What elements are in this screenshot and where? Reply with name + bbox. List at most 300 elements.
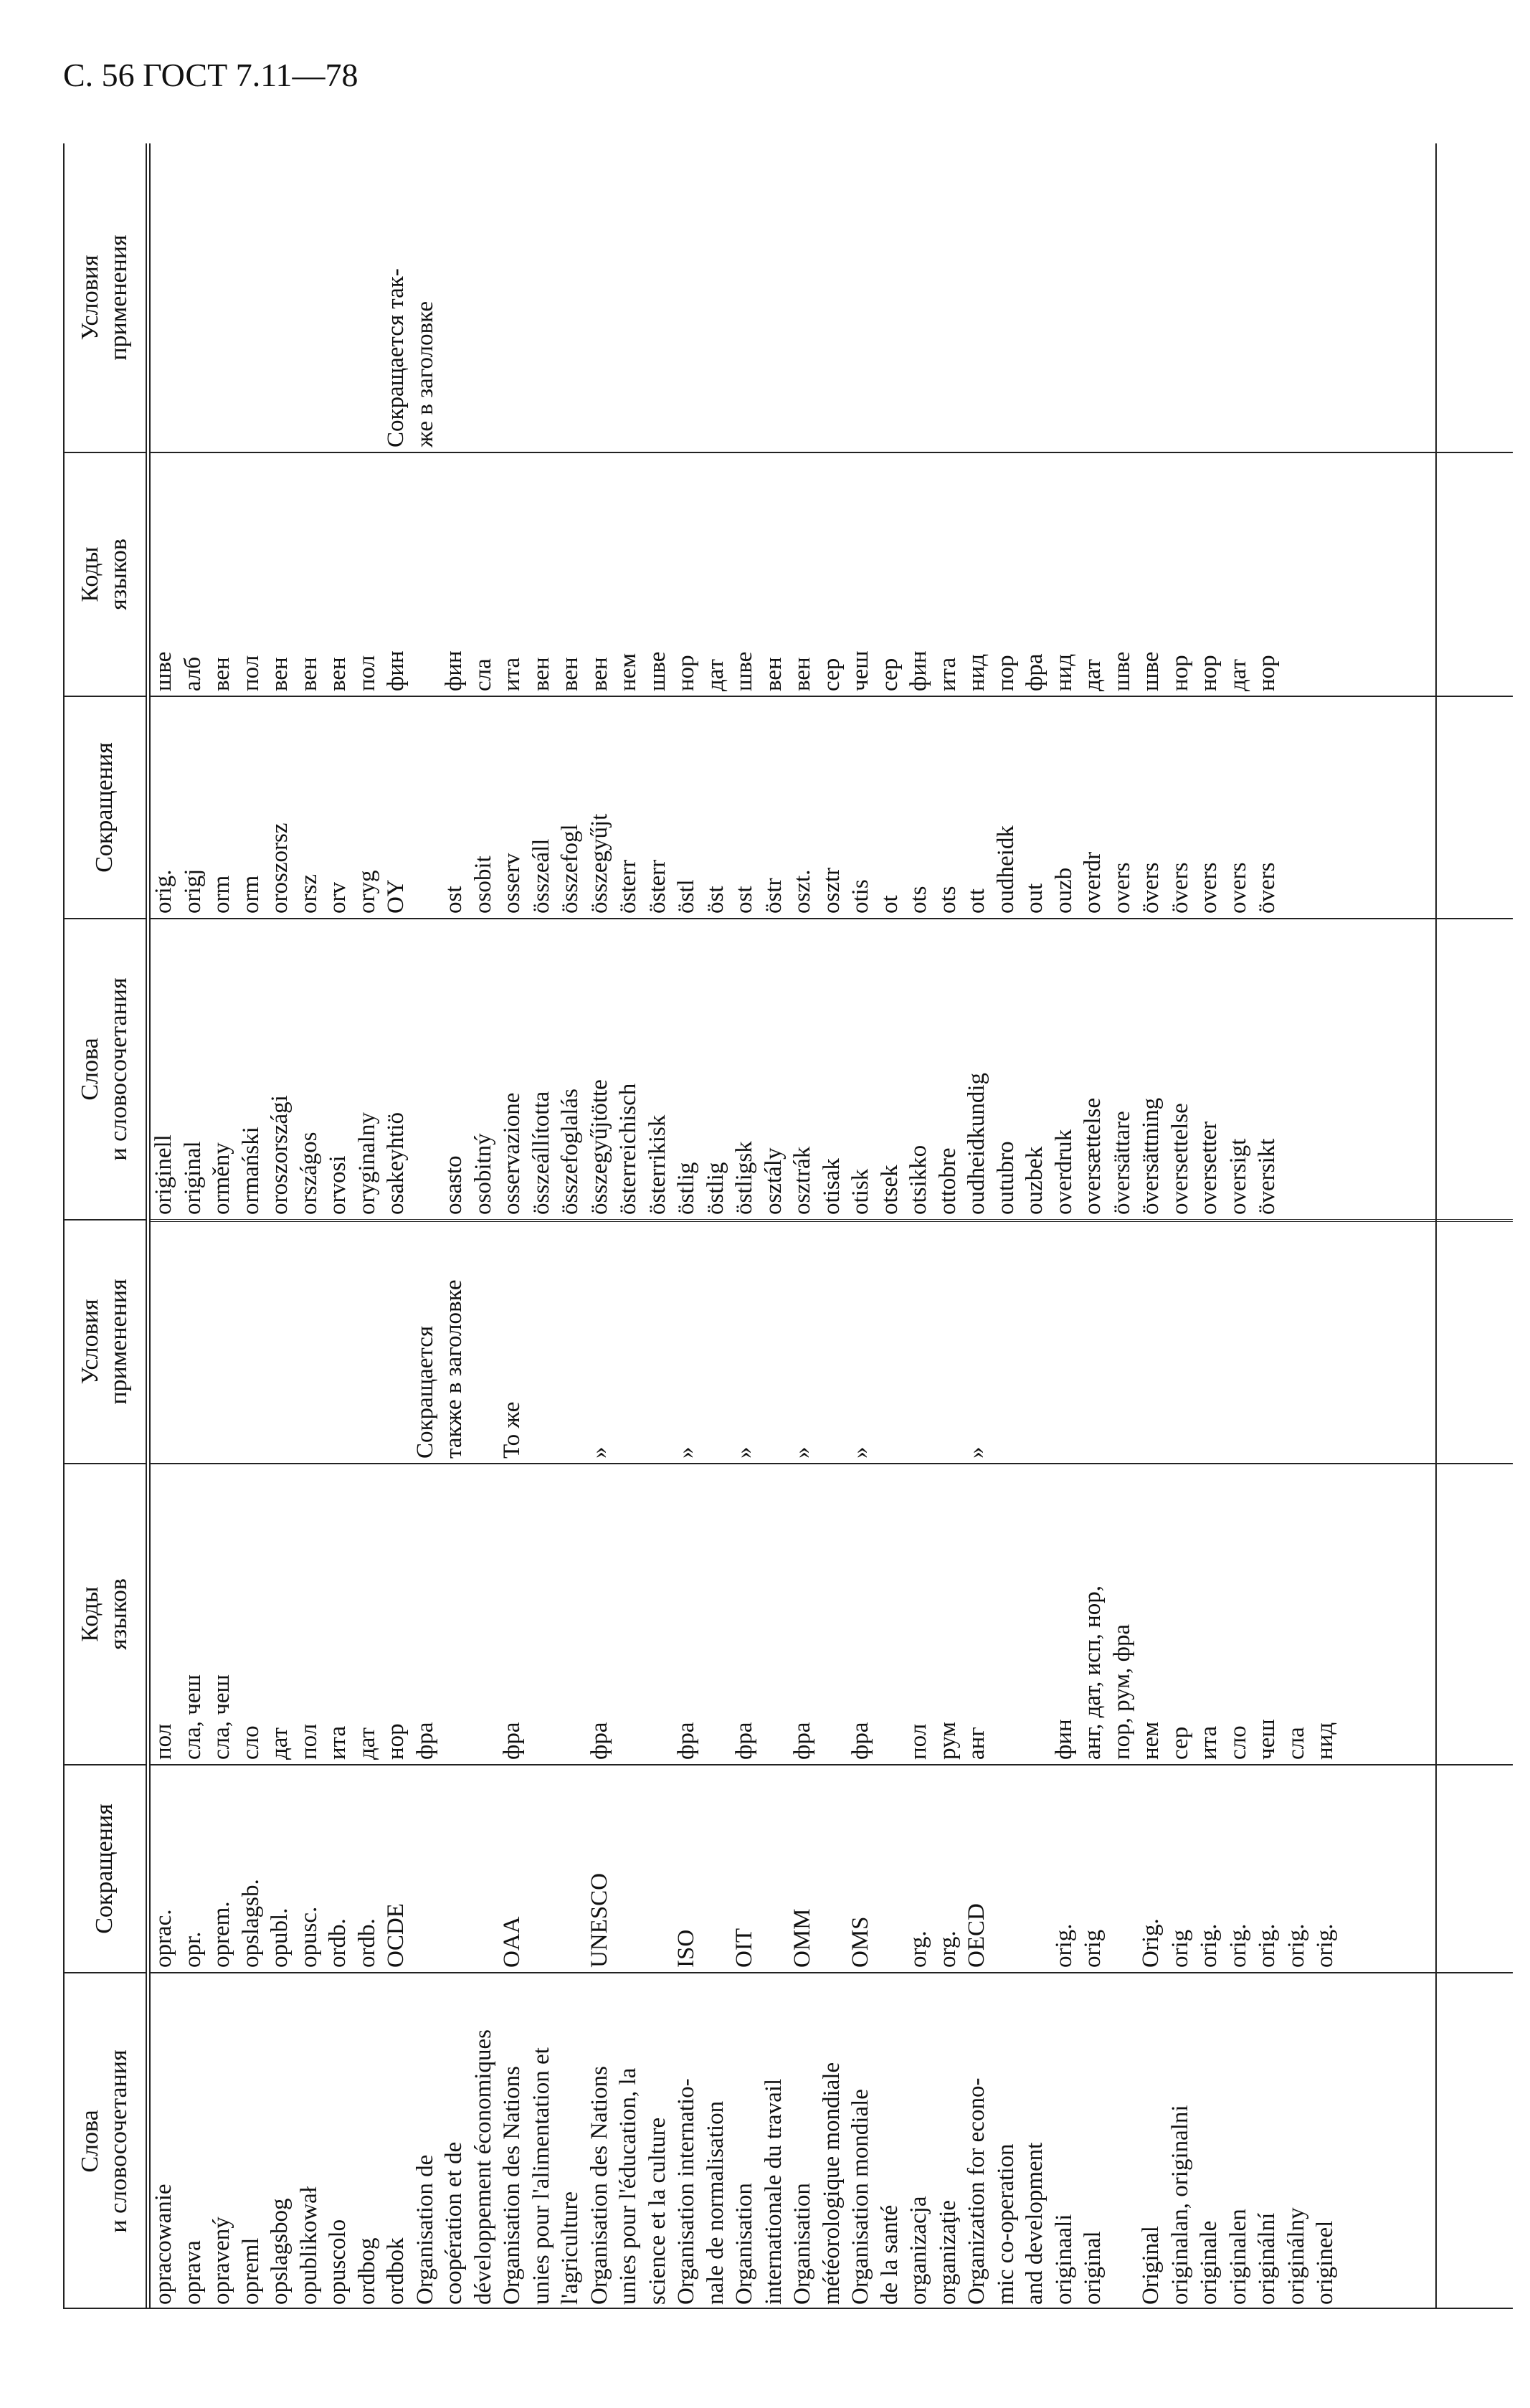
table-cell: дат <box>702 658 728 691</box>
table-cell <box>353 1222 382 1463</box>
table-cell <box>1108 1973 1137 2309</box>
table-cell <box>875 143 905 452</box>
table-cell: Orig. <box>1138 1918 1164 1968</box>
table-cell: Organisation des Nations <box>586 2065 612 2305</box>
table-cell: osztály <box>760 1147 787 1215</box>
table-cell: országos <box>295 1132 322 1215</box>
table-cell <box>295 143 324 452</box>
table-cell: östl <box>673 879 699 914</box>
table-cell: oversigt <box>1225 1138 1251 1215</box>
table-cell: coopération et de <box>441 2141 467 2305</box>
table-cell: l'agriculture <box>557 2191 583 2305</box>
table-cell: összefogl <box>557 824 583 914</box>
table-cell <box>469 1464 498 1764</box>
table-cell <box>527 1222 556 1463</box>
table-cell <box>643 1765 673 1972</box>
table-cell <box>904 1222 933 1463</box>
table-cell <box>643 1464 673 1764</box>
table-cell: ott <box>964 888 989 914</box>
table-cell: originálny <box>1283 2207 1309 2305</box>
table-cell <box>527 1765 556 1972</box>
table-cell: Organisation mondiale <box>847 2089 873 2305</box>
table-cell <box>1078 143 1108 452</box>
table-cell: фра <box>847 1722 873 1760</box>
table-cell: originalan, originalni <box>1166 2105 1193 2305</box>
table-cell: шве <box>644 651 670 691</box>
table-cell <box>439 1464 469 1764</box>
table-cell: opslagsbog <box>267 2198 293 2305</box>
table-cell: фин <box>906 650 931 691</box>
column-codes-left <box>149 1463 1513 1764</box>
table-cell: opusc. <box>295 1906 322 1968</box>
table-cell: orig <box>1080 1929 1106 1968</box>
table-cell <box>1020 143 1050 452</box>
header-words-right-label: Слова и словосочетания <box>76 977 132 1161</box>
table-cell <box>381 1222 411 1463</box>
header-abbr-right-label: Сокращения <box>90 742 118 873</box>
table-cell: de la santé <box>876 2204 903 2305</box>
column-cond-left <box>149 1219 1513 1463</box>
table-cell: ost <box>731 886 757 914</box>
table-cell <box>1253 143 1282 452</box>
table-cell: ots <box>906 886 931 914</box>
table-cell <box>1282 1222 1311 1463</box>
table-cell: OCDE <box>383 1903 409 1968</box>
table-cell <box>556 1222 585 1463</box>
table-cell: orměny <box>209 1142 234 1215</box>
table-cell <box>556 1464 585 1764</box>
table-cell <box>469 1765 498 1972</box>
table-cell: organizacja <box>906 2196 931 2305</box>
table-cell: orv <box>325 882 351 914</box>
table-cell <box>1108 1765 1137 1972</box>
table-cell: вен <box>267 657 293 691</box>
table-cell: Сокращается <box>412 1325 438 1459</box>
table-cell: шве <box>731 651 757 691</box>
table-cell: ита <box>499 657 525 691</box>
table-cell: алб <box>179 656 206 691</box>
table-cell <box>556 1765 585 1972</box>
table-cell <box>933 143 963 452</box>
table-cell <box>759 1222 789 1463</box>
table-cell: orm <box>237 875 264 914</box>
table-cell: originalen <box>1225 2209 1251 2305</box>
table-cell <box>556 143 585 452</box>
table-cell: opreml <box>237 2237 264 2305</box>
table-cell: összeáll <box>528 838 554 914</box>
table-cell <box>1311 1222 1340 1463</box>
table-cell: » <box>673 1446 699 1459</box>
table-cell: österr <box>644 859 670 914</box>
page-header: С. 56 ГОСТ 7.11—78 <box>63 57 358 93</box>
table-cell: développement économiques <box>470 2029 496 2305</box>
table-cell: шве <box>1138 651 1164 691</box>
table-cell: шве <box>1108 651 1135 691</box>
table-cell: összeállította <box>528 1091 554 1215</box>
table-cell: oprac. <box>151 1909 176 1968</box>
table-cell <box>439 1765 469 1972</box>
table-cell: ots <box>934 886 961 914</box>
table-cell <box>149 143 179 452</box>
table-cell <box>295 1222 324 1463</box>
table-cell: вен <box>789 657 815 691</box>
table-cell: UNESCO <box>586 1872 612 1968</box>
table-cell: övers <box>1254 862 1280 914</box>
table-cell: дат <box>353 1727 380 1760</box>
table-cell: пол <box>906 1723 931 1760</box>
column-abbr-right <box>149 696 1513 918</box>
table-cell: översikt <box>1254 1138 1280 1215</box>
table-cell: ouzb <box>1050 867 1077 914</box>
table-cell: originální <box>1254 2212 1280 2305</box>
table-cell: OAA <box>499 1916 525 1968</box>
table-cell: также в заголовке <box>441 1279 467 1459</box>
table-cell: ottobre <box>934 1147 961 1215</box>
table-cell: ot <box>876 895 903 914</box>
table-cell: orig. <box>1254 1923 1280 1968</box>
table-cell: originaali <box>1050 2214 1077 2305</box>
table-cell: OMS <box>847 1916 873 1968</box>
table-cell: övers <box>1166 862 1193 914</box>
table-cell: фин <box>1050 1719 1077 1760</box>
table-cell <box>323 1222 353 1463</box>
table-cell: översättning <box>1138 1097 1164 1215</box>
table-cell <box>672 143 701 452</box>
table-cell: orig. <box>151 869 176 914</box>
table-cell: internationale du travail <box>760 2078 787 2305</box>
table-cell <box>237 143 266 452</box>
table-cell: összegyűjtötte <box>586 1079 612 1215</box>
table-cell: oudheidk <box>992 825 1019 914</box>
header-cond-right-label: Условия применения <box>76 234 132 361</box>
table-cell: пол <box>237 655 264 691</box>
table-cell <box>1020 1464 1050 1764</box>
table-cell: ита <box>1196 1725 1222 1760</box>
table-cell: öst <box>702 886 728 914</box>
table-cell: нор <box>1254 655 1280 691</box>
header-abbr-left <box>63 1764 146 1972</box>
table-cell: osservazione <box>499 1092 525 1215</box>
table-cell: вен <box>325 657 351 691</box>
table-cell: ита <box>325 1725 351 1760</box>
table-cell <box>875 1765 905 1972</box>
table-cell: вен <box>295 657 322 691</box>
table-cell: » <box>847 1446 873 1459</box>
table-cell <box>179 143 208 452</box>
header-cond-left <box>63 1219 146 1463</box>
table-cell <box>614 1222 643 1463</box>
table-cell <box>207 1222 237 1463</box>
table-cell: рум <box>934 1721 961 1760</box>
table-cell: пор <box>992 655 1019 691</box>
table-cell: org. <box>906 1930 931 1968</box>
table-cell: osasto <box>441 1155 467 1215</box>
table-cell: oroszorsz <box>267 823 293 914</box>
table-cell <box>1136 143 1166 452</box>
table-cell: opubl. <box>267 1907 293 1968</box>
table-cell: фра <box>731 1722 757 1760</box>
table-cell <box>992 1765 1021 1972</box>
table-cell: oprem. <box>209 1901 234 1968</box>
table-cell <box>846 143 875 452</box>
table-cell: сло <box>237 1725 264 1760</box>
header-abbr-right <box>63 696 146 918</box>
table-cell: orm <box>209 875 234 914</box>
table-cell <box>817 1765 847 1972</box>
header-codes-left <box>63 1463 146 1764</box>
table-cell: orig. <box>1225 1923 1251 1968</box>
table-cell <box>817 143 847 452</box>
table-cell: » <box>586 1446 612 1459</box>
table-cell: нид <box>964 653 989 691</box>
table-cell <box>875 1222 905 1463</box>
table-cell: original <box>1080 2231 1106 2305</box>
table-cell <box>498 143 527 452</box>
table-cell <box>730 143 759 452</box>
table-cell <box>614 1765 643 1972</box>
table-cell <box>759 1765 789 1972</box>
table-cell: originell <box>151 1134 176 1215</box>
table-cell <box>614 143 643 452</box>
table-cell: östlig <box>702 1162 728 1215</box>
table-cell: Original <box>1138 2226 1164 2305</box>
table-cell <box>1050 1222 1079 1463</box>
table-cell <box>439 143 469 452</box>
table-cell <box>817 1222 847 1463</box>
table-cell: Organisation de <box>412 2154 438 2305</box>
table-cell <box>1166 1222 1195 1463</box>
rotated-table-stage <box>63 143 1513 2309</box>
table-cell: ordbog <box>353 2237 380 2305</box>
table-cell: » <box>964 1446 989 1459</box>
table-cell: Organisation des Nations <box>499 2065 525 2305</box>
table-cell: анг <box>964 1727 989 1760</box>
table-cell: » <box>789 1446 815 1459</box>
table-cell <box>759 143 789 452</box>
table-cell: пол <box>295 1723 322 1760</box>
table-cell: шве <box>151 651 176 691</box>
table-cell: фра <box>789 1722 815 1760</box>
table-cell: фра <box>499 1722 525 1760</box>
table-cell: osakeyhtiö <box>383 1112 409 1215</box>
table-header-row <box>63 143 146 2309</box>
table-cell <box>411 697 440 918</box>
table-cell <box>759 1464 789 1764</box>
table-cell: outubro <box>992 1141 1019 1215</box>
table-cell: origj <box>179 868 206 914</box>
table-cell <box>1108 1222 1137 1463</box>
table-cell: otisak <box>818 1158 845 1215</box>
table-cell: OY <box>383 879 409 914</box>
table-cell <box>643 1222 673 1463</box>
table-cell: нем <box>615 653 641 691</box>
table-cell: orvosi <box>325 1155 351 1215</box>
table-cell: вен <box>209 657 234 691</box>
table-cell: overs <box>1196 862 1222 914</box>
header-words-left <box>63 1972 146 2309</box>
table-cell <box>1136 1222 1166 1463</box>
table-cell: сло <box>1225 1725 1251 1760</box>
table-cell <box>237 1222 266 1463</box>
table-cell: нид <box>1050 653 1077 691</box>
table-cell: фра <box>586 1722 612 1760</box>
table-cell: ost <box>441 886 467 914</box>
table-cell <box>1020 1765 1050 1972</box>
table-cell <box>1224 1222 1253 1463</box>
table-cell: сер <box>1166 1726 1193 1760</box>
table-cell <box>643 143 673 452</box>
table-cell <box>788 143 817 452</box>
header-codes-right-label: Коды языков <box>76 539 132 610</box>
table-cell: östr <box>760 878 787 914</box>
header-divider <box>146 143 147 2309</box>
table-cell: пол <box>151 1723 176 1760</box>
header-cond-left-label: Условия применения <box>76 1279 132 1405</box>
header-codes-left-label: Коды языков <box>76 1578 132 1650</box>
table-cell: анг, дат, исп, нор, <box>1080 1585 1106 1760</box>
column-cond-right <box>149 143 1513 452</box>
table-cell: сер <box>818 658 845 691</box>
table-cell: нор <box>1166 655 1193 691</box>
header-words-right <box>63 918 146 1219</box>
table-cell <box>1194 1222 1224 1463</box>
table-cell: oudheidkundig <box>964 1073 989 1215</box>
header-codes-right <box>63 452 146 696</box>
table-cell: Сокращается так- <box>383 268 409 447</box>
table-cell: översättare <box>1108 1111 1135 1215</box>
table-cell: oprava <box>179 2240 206 2305</box>
table-cell: unies pour l'éducation, la <box>615 2067 641 2305</box>
table-cell: österrikisk <box>644 1114 670 1215</box>
column-words-left <box>149 1972 1513 2309</box>
table-cell: OECD <box>964 1903 989 1968</box>
table-cell <box>701 143 731 452</box>
table-cell <box>933 1222 963 1463</box>
table-cell <box>1166 143 1195 452</box>
table-cell: osobitný <box>470 1133 496 1215</box>
header-cond-right <box>63 143 146 452</box>
table-cell: otsikko <box>906 1144 931 1215</box>
table-cell: сер <box>876 658 903 691</box>
table-cell: unies pour l'alimentation et <box>528 2047 554 2305</box>
table-cell: ISO <box>673 1929 699 1968</box>
column-words-right <box>149 918 1513 1219</box>
table-cell <box>614 1464 643 1764</box>
table-cell: österreichisch <box>615 1083 641 1215</box>
table-cell <box>992 1464 1021 1764</box>
header-abbr-left-label: Сокращения <box>90 1803 118 1934</box>
table-cell <box>585 143 614 452</box>
table-cell: вен <box>760 657 787 691</box>
table-cell: övers <box>1138 862 1164 914</box>
table-cell: чеш <box>847 650 873 691</box>
table-cell: orig. <box>1196 1923 1222 1968</box>
table-cell: oszt. <box>789 869 815 914</box>
table-cell: фра <box>673 1722 699 1760</box>
column-codes-right <box>149 452 1513 696</box>
table-cell <box>817 1464 847 1764</box>
table-cell: фин <box>441 650 467 691</box>
table-cell: OMM <box>789 1908 815 1968</box>
table-cell <box>527 1464 556 1764</box>
table-cell: otisk <box>847 1168 873 1215</box>
table-cell: overs <box>1225 862 1251 914</box>
table-cell: сла <box>470 658 496 691</box>
table-cell: вен <box>528 657 554 691</box>
table-cell: osztr <box>818 867 845 914</box>
table-cell <box>323 143 353 452</box>
table-cell: Organisation <box>789 2183 815 2305</box>
table-cell: чеш <box>1254 1719 1280 1760</box>
table-cell: osobit <box>470 855 496 914</box>
table-cell: otis <box>847 879 873 914</box>
table-cell <box>992 1222 1021 1463</box>
table-cell: nale de normalisation <box>702 2100 728 2305</box>
table-cell <box>149 1222 179 1463</box>
table-cell: То же <box>499 1401 525 1459</box>
table-cell <box>992 143 1021 452</box>
table-cell: ordb. <box>325 1918 351 1968</box>
table-cell: сла, чеш <box>179 1674 206 1760</box>
table-cell: science et la culture <box>644 2117 670 2305</box>
table-cell: сла, чеш <box>209 1674 234 1760</box>
table-cell <box>527 143 556 452</box>
abbreviation-table <box>63 143 1513 2309</box>
table-cell: opublikował <box>295 2186 322 2305</box>
table-cell: összegyűjt <box>586 813 612 914</box>
table-cell: östligsk <box>731 1141 757 1215</box>
table-cell: ordb. <box>353 1918 380 1968</box>
table-cell: orsz <box>295 874 322 914</box>
table-cell: originale <box>1196 2220 1222 2305</box>
table-cell: нид <box>1312 1722 1338 1760</box>
table-cell <box>1020 1222 1050 1463</box>
table-cell: opr. <box>179 1931 206 1968</box>
table-cell: orig. <box>1312 1923 1338 1968</box>
table-cell: östlig <box>673 1162 699 1215</box>
table-cell <box>411 919 440 1219</box>
table-cell: orig <box>1166 1929 1193 1968</box>
table-cell: osztrák <box>789 1146 815 1215</box>
table-cell: oversettelse <box>1166 1103 1193 1215</box>
table-cell <box>469 1222 498 1463</box>
table-cell: oversættelse <box>1080 1097 1106 1215</box>
table-cell: фра <box>1022 653 1047 691</box>
table-cell: Organisation internatio- <box>673 2078 699 2305</box>
table-cell: out <box>1022 883 1047 914</box>
table-cell <box>904 143 933 452</box>
table-cell: » <box>731 1446 757 1459</box>
table-cell <box>875 1464 905 1764</box>
table-cell: orig. <box>1283 1923 1309 1968</box>
table-cell <box>411 453 440 696</box>
table-cell: organizaţie <box>934 2200 961 2305</box>
table-cell: österr <box>615 859 641 914</box>
table-cell: összefoglalás <box>557 1089 583 1215</box>
table-cell: сла <box>1283 1727 1309 1760</box>
table-cell: oversetter <box>1196 1121 1222 1215</box>
table-cell: ordbok <box>383 2237 409 2305</box>
table-cell: otsek <box>876 1165 903 1215</box>
table-cell: origineel <box>1312 2220 1338 2305</box>
table-cell <box>265 143 295 452</box>
table-cell: overs <box>1108 862 1135 914</box>
table-cell: OIT <box>731 1928 757 1968</box>
table-cell: oryginalny <box>353 1112 380 1215</box>
table-cell: original <box>179 1141 206 1215</box>
table-cell <box>701 1765 731 1972</box>
table-cell <box>469 143 498 452</box>
